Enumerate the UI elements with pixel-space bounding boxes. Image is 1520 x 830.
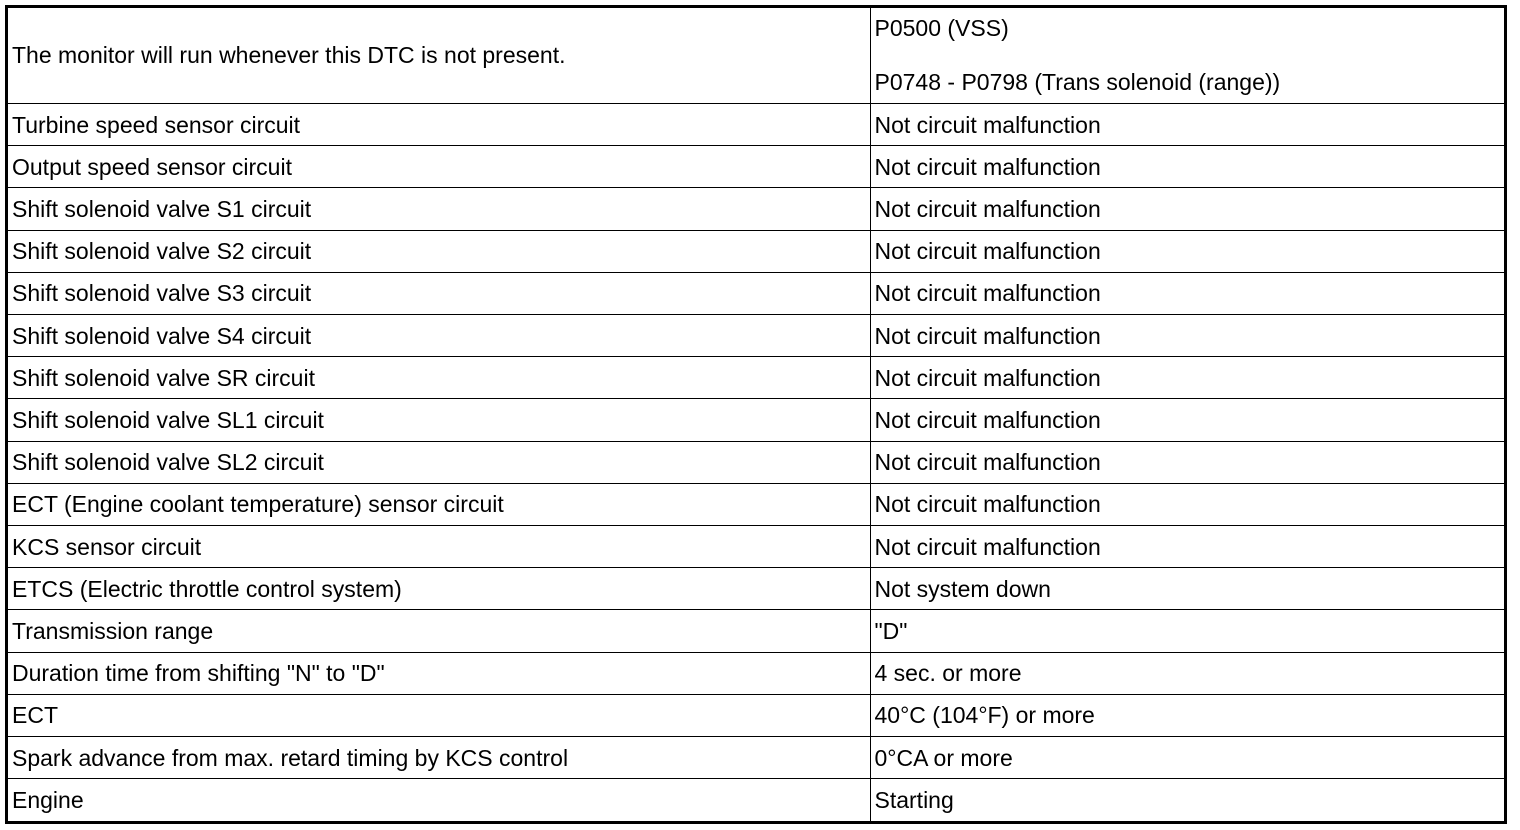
condition-value-cell: Not circuit malfunction xyxy=(870,357,1504,399)
condition-item-cell: ETCS (Electric throttle control system) xyxy=(8,568,870,610)
conditions-table-frame xyxy=(5,5,1507,824)
condition-value-cell: Not system down xyxy=(870,568,1504,610)
condition-value-cell: "D" xyxy=(870,610,1504,652)
condition-item-cell: ECT xyxy=(8,694,870,736)
condition-item-cell: Shift solenoid valve S3 circuit xyxy=(8,272,870,314)
condition-value-cell: Not circuit malfunction xyxy=(870,230,1504,272)
table-row xyxy=(8,188,1504,230)
condition-item-cell: Shift solenoid valve SL1 circuit xyxy=(8,399,870,441)
table-body xyxy=(8,8,1504,821)
condition-item-cell: Duration time from shifting "N" to "D" xyxy=(8,652,870,694)
condition-value-cell: 0°CA or more xyxy=(870,737,1504,779)
condition-item-cell: Shift solenoid valve S4 circuit xyxy=(8,314,870,356)
dtc-condition-cell xyxy=(8,8,870,103)
table-row xyxy=(8,146,1504,188)
condition-value-cell: 40°C (104°F) or more xyxy=(870,694,1504,736)
condition-value-cell: 4 sec. or more xyxy=(870,652,1504,694)
table-row-dtc xyxy=(8,8,1504,103)
dtc-list-cell xyxy=(870,8,1504,103)
table-row xyxy=(8,103,1504,145)
condition-item-cell: Transmission range xyxy=(8,610,870,652)
table-row xyxy=(8,399,1504,441)
condition-item-cell: Shift solenoid valve S1 circuit xyxy=(8,188,870,230)
table-row xyxy=(8,694,1504,736)
table-row xyxy=(8,526,1504,568)
table-row xyxy=(8,779,1504,821)
dtc-condition-text: The monitor will run whenever this DTC is not present. xyxy=(12,42,566,69)
table-row xyxy=(8,272,1504,314)
condition-item-cell: Engine xyxy=(8,779,870,821)
dtc-code-trans-solenoid: P0748 - P0798 (Trans solenoid (range)) xyxy=(874,69,1281,96)
condition-item-cell: Shift solenoid valve SL2 circuit xyxy=(8,441,870,483)
table-row xyxy=(8,610,1504,652)
table-row xyxy=(8,441,1504,483)
condition-item-cell: Output speed sensor circuit xyxy=(8,146,870,188)
condition-value-cell: Not circuit malfunction xyxy=(870,483,1504,525)
table-row xyxy=(8,230,1504,272)
condition-item-cell: KCS sensor circuit xyxy=(8,526,870,568)
condition-item-cell: Shift solenoid valve S2 circuit xyxy=(8,230,870,272)
condition-value-cell: Not circuit malfunction xyxy=(870,526,1504,568)
table-row xyxy=(8,652,1504,694)
table-row xyxy=(8,357,1504,399)
condition-item-cell: Shift solenoid valve SR circuit xyxy=(8,357,870,399)
table-row xyxy=(8,314,1504,356)
condition-value-cell: Not circuit malfunction xyxy=(870,314,1504,356)
condition-item-cell: Turbine speed sensor circuit xyxy=(8,103,870,145)
table-row xyxy=(8,483,1504,525)
condition-value-cell: Not circuit malfunction xyxy=(870,188,1504,230)
condition-value-cell: Not circuit malfunction xyxy=(870,272,1504,314)
condition-value-cell: Not circuit malfunction xyxy=(870,146,1504,188)
condition-value-cell: Starting xyxy=(870,779,1504,821)
table-row xyxy=(8,568,1504,610)
dtc-code-vss: P0500 (VSS) xyxy=(874,15,1009,42)
table-row xyxy=(8,737,1504,779)
condition-value-cell: Not circuit malfunction xyxy=(870,399,1504,441)
condition-value-cell: Not circuit malfunction xyxy=(870,103,1504,145)
condition-item-cell: ECT (Engine coolant temperature) sensor circuit xyxy=(8,483,870,525)
monitor-conditions-table xyxy=(8,8,1504,821)
condition-value-cell: Not circuit malfunction xyxy=(870,441,1504,483)
condition-item-cell: Spark advance from max. retard timing by KCS control xyxy=(8,737,870,779)
